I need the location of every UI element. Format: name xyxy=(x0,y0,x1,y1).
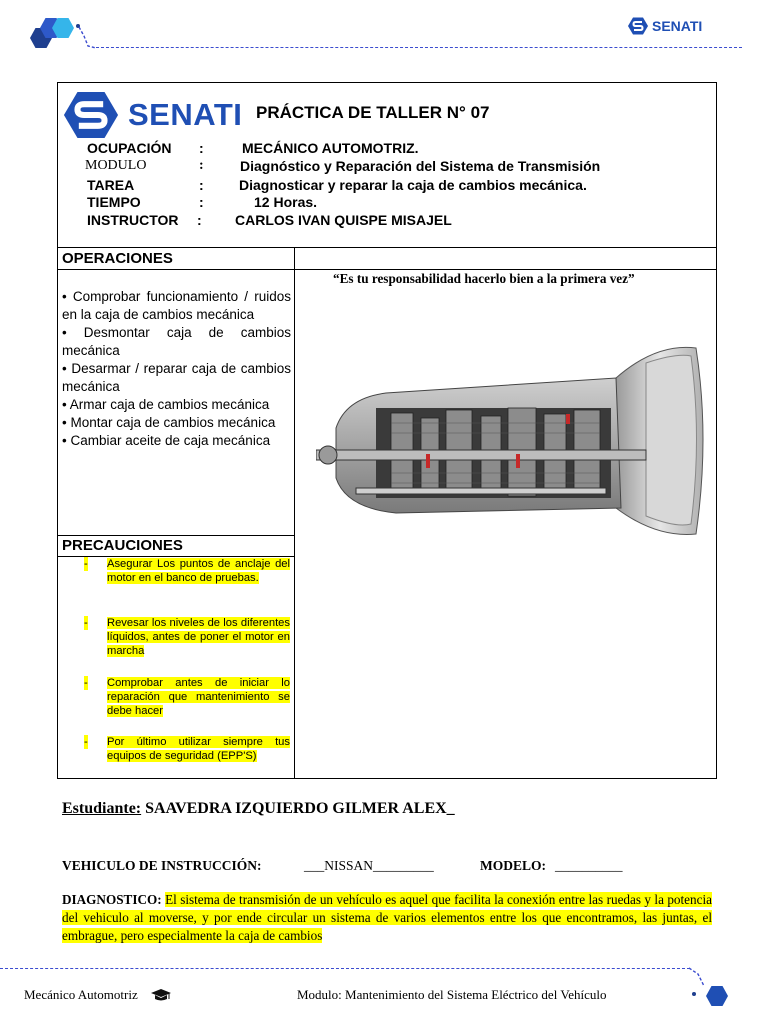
info-label: TAREA xyxy=(87,177,135,193)
footer-left xyxy=(24,987,172,1003)
vehicle-value: ___NISSAN_________ xyxy=(304,858,434,873)
operations-title: OPERACIONES xyxy=(62,250,173,267)
precaution-dash: - xyxy=(84,677,88,689)
info-colon: : xyxy=(199,194,204,210)
info-colon: : xyxy=(199,177,204,193)
precaution-dash: - xyxy=(84,736,88,748)
operation-item: • Desmontar caja de cambios mecánica xyxy=(62,325,291,358)
precautions-title: PRECAUCIONES xyxy=(62,537,183,554)
info-label: TIEMPO xyxy=(87,194,141,210)
precaution-item xyxy=(84,557,290,585)
senati-logo xyxy=(62,92,242,138)
graduation-cap-icon xyxy=(150,988,172,1002)
info-value: 12 Horas. xyxy=(254,194,318,210)
footer-dashed-curve xyxy=(688,966,714,988)
student-line xyxy=(62,800,455,818)
diagnosis-block xyxy=(62,891,712,945)
quote-text: “Es tu responsabilidad hacerlo bien a la primera vez” xyxy=(333,271,635,286)
practice-title: PRÁCTICA DE TALLER N° 07 xyxy=(256,103,490,122)
info-label: MODULO xyxy=(85,158,147,173)
diagnosis-text: El sistema de transmisión de un vehículo es aquel que facilita la conexión entre las ruedas y la potencia del vehiculo al moverse, y por ende circular un sistema de varios elementos entre los que encontramos, las juntas, el embrague, pero especialmente la caja de cambios xyxy=(62,892,713,943)
info-value: MECÁNICO AUTOMOTRIZ. xyxy=(242,140,419,156)
student-name: SAAVEDRA IZQUIERDO GILMER ALEX xyxy=(141,800,447,817)
precaution-text: Por último utilizar siempre tus equipos de seguridad (EPP'S) xyxy=(107,736,290,762)
footer-dashed-line xyxy=(0,968,690,969)
precaution-item xyxy=(84,676,290,718)
operations-list xyxy=(62,288,291,450)
footer-dot-icon xyxy=(692,992,696,996)
header-logo xyxy=(628,16,702,36)
senati-logo-text: SENATI xyxy=(128,97,243,132)
operation-item: • Montar caja de cambios mecánica xyxy=(62,415,276,430)
info-value: Diagnosticar y reparar la caja de cambios mecánica. xyxy=(239,177,587,193)
diagnosis-label: DIAGNOSTICO: xyxy=(62,892,162,907)
header-senati-logo-icon xyxy=(628,17,648,35)
model-label: MODELO: xyxy=(480,858,546,873)
divider-prec-top xyxy=(57,535,294,536)
operation-item: • Desarmar / reparar caja de cambios mecánica xyxy=(62,361,291,394)
footer-left-text: Mecánico Automotriz xyxy=(24,987,138,1002)
info-colon: : xyxy=(197,212,202,228)
precaution-dash: - xyxy=(84,617,88,629)
precaution-text: Revesar los niveles de los diferentes líquidos, antes de poner el motor en marcha xyxy=(107,617,290,657)
precaution-item xyxy=(84,735,290,763)
vehicle-label: VEHICULO DE INSTRUCCIÓN: xyxy=(62,858,262,873)
precaution-item xyxy=(84,616,290,658)
footer-hex-icon xyxy=(706,986,728,1006)
student-label: Estudiante: xyxy=(62,800,142,817)
precaution-text: Asegurar Los puntos de anclaje del motor en el banco de pruebas. xyxy=(107,558,290,584)
senati-logo-icon xyxy=(62,92,120,138)
header-dashed-line xyxy=(96,47,742,48)
info-colon: : xyxy=(199,158,204,173)
info-value: Diagnóstico y Reparación del Sistema de Transmisión xyxy=(240,158,601,174)
gearbox-image xyxy=(316,338,710,544)
operation-item: • Cambiar aceite de caja mecánica xyxy=(62,433,271,448)
info-label: OCUPACIÓN xyxy=(87,140,172,156)
info-label: INSTRUCTOR xyxy=(87,212,179,228)
header-dashed-curve xyxy=(78,26,98,50)
footer-right: Modulo: Mantenimiento del Sistema Eléctrico del Vehículo xyxy=(297,987,607,1002)
operation-item: • Armar caja de cambios mecánica xyxy=(62,397,270,412)
precaution-text: Comprobar antes de iniciar lo reparación que mantenimiento se debe hacer xyxy=(107,677,290,717)
model-value: __________ xyxy=(555,858,623,873)
operation-item: • Comprobar funcionamiento / ruidos en la caja de cambios mecánica xyxy=(62,289,291,322)
divider-vertical xyxy=(294,247,295,779)
divider-header xyxy=(57,247,717,248)
student-underscore: _ xyxy=(446,800,455,817)
header-brand-text: SENATI xyxy=(652,18,703,34)
info-value: CARLOS IVAN QUISPE MISAJEL xyxy=(235,212,452,228)
info-colon: : xyxy=(199,140,204,156)
precaution-dash: - xyxy=(84,558,88,570)
divider-ops-title xyxy=(57,269,717,270)
